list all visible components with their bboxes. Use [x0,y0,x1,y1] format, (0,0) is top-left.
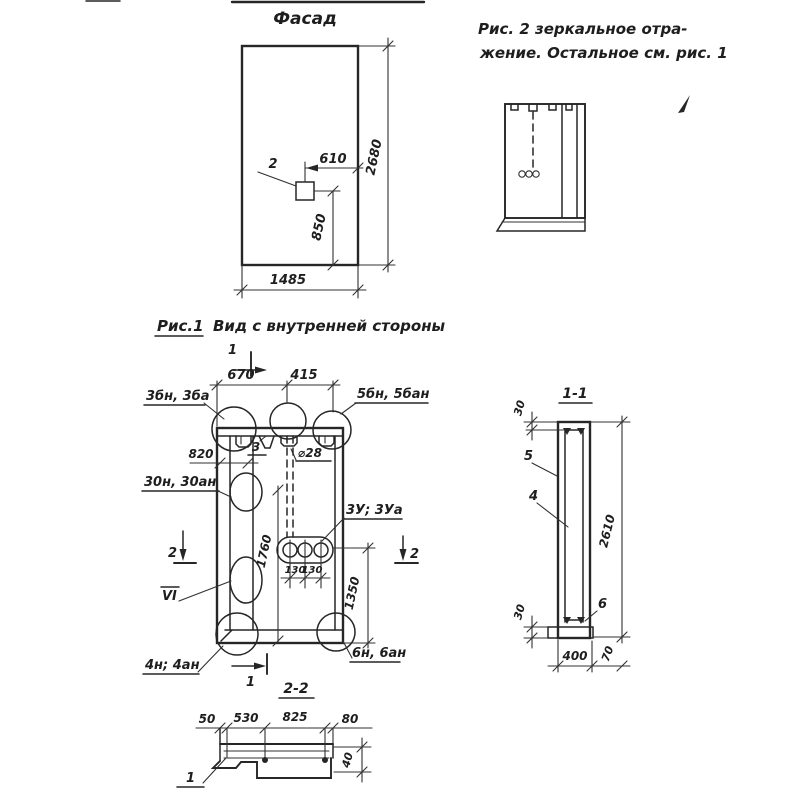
fig1-view [142,317,446,690]
fig1-label: Рис.1 [157,317,204,335]
fig1-dim-1760: 1760 [253,533,275,569]
section-marker-2-left [168,531,196,563]
facade-dim-850: 850 [309,212,330,243]
facade-dim-610: 610 [319,152,347,167]
fig2-panel-ledge [497,218,585,231]
section11-outline [558,422,590,638]
facade-dim-1485: 1485 [269,273,307,288]
section11-dim-30-bottom: 30 [511,602,528,622]
section22-dim-40: 40 [339,751,356,770]
leader-line [258,172,296,186]
section22-profile [213,728,333,778]
fig1-weld-label: VI [162,589,177,604]
section11-dim-2610: 2610 [596,513,618,549]
arrowhead [400,549,407,561]
stray-arrow-mark [678,95,690,113]
page-edge-marks [86,1,424,2]
fig1-label-slot: 3 [251,440,261,454]
detail-ellipse-upper [230,473,262,511]
arrowhead [254,663,266,670]
anchor-dot [262,757,268,763]
marker-2-label: 2 [168,546,178,561]
section11-dim-30-top: 30 [511,398,528,418]
fig2-hole [519,171,525,177]
fig2-panel-outline [505,104,585,218]
fig2-notch [529,104,537,111]
detail-circle-top-right [313,411,351,449]
marker-1-label: 1 [246,675,256,690]
marker-1-label: 1 [228,343,238,358]
facade-view [234,9,395,298]
fig1-dim-415: 415 [290,368,318,383]
section11-dim-70: 70 [598,644,617,664]
fig1-callout-bottom-left: 4н; 4ан [145,658,200,673]
fig1-title: Вид с внутренней стороны [213,317,446,335]
fig1-callout-bottom-right: 6н, 6ан [352,646,407,661]
fig1-callout-holes: 3У; 3Уа [346,503,403,518]
fig2-caption-line2: жение. Остальное см. рис. 1 [480,44,728,62]
fig1-slot-vnotch [259,436,274,448]
fig1-callout-mid-left: 30н, 30ан [144,475,217,490]
arrowhead [255,367,267,374]
fig1-callout-top-left: 3бн, 3ба [146,389,210,404]
fig1-dim-130-left: 130 [284,565,306,576]
section-2-2 [177,681,372,787]
anchor-mark [563,428,571,435]
fig1-callout-top-right: 5бн, 5бан [357,387,430,402]
section22-callout-1: 1 [186,771,196,786]
detail-circle-bottom-left [216,613,258,655]
section11-label-4: 4 [529,489,539,504]
embedded-item-square [296,182,314,200]
section11-label-6: 6 [598,597,608,612]
arrowhead [180,549,187,561]
fig1-dim-820: 820 [188,447,214,461]
fig2-caption-line1: Рис. 2 зеркальное отра- [478,20,688,38]
facade-item-callout: 2 [268,157,278,172]
section11-title: 1-1 [562,386,588,402]
anchor-mark [577,428,585,435]
section22-title: 2-2 [283,681,309,697]
fig2-hole [533,171,539,177]
fig1-slot-right [319,436,334,446]
marker-2-label: 2 [410,547,420,562]
facade-title: Фасад [273,9,337,29]
section22-dim-825: 825 [282,710,308,724]
fig2-hole [526,171,532,177]
section22-dim-80: 80 [341,712,359,726]
section22-dim-50: 50 [198,712,216,726]
section-marker-2-right [395,536,419,563]
section22-dim-530: 530 [233,711,259,725]
fig2-view [478,20,728,231]
detail-circle-bottom-right [317,613,355,651]
section11-label-5: 5 [524,449,534,464]
facade-dim-2680: 2680 [363,138,386,177]
section-1-1 [511,386,630,672]
section11-dim-400: 400 [562,649,588,663]
anchor-dot [322,757,328,763]
fig1-dim-130-right: 130 [301,565,323,576]
fig1-dim-1350: 1350 [341,575,363,611]
fig1-dia-28: ⌀28 [298,446,322,460]
detail-circle-top-middle [270,403,306,439]
section11-bottom-plate [548,627,593,638]
arrowhead [306,165,318,172]
section-marker-1-bottom [232,654,267,690]
fig1-dim-670: 670 [227,368,255,383]
